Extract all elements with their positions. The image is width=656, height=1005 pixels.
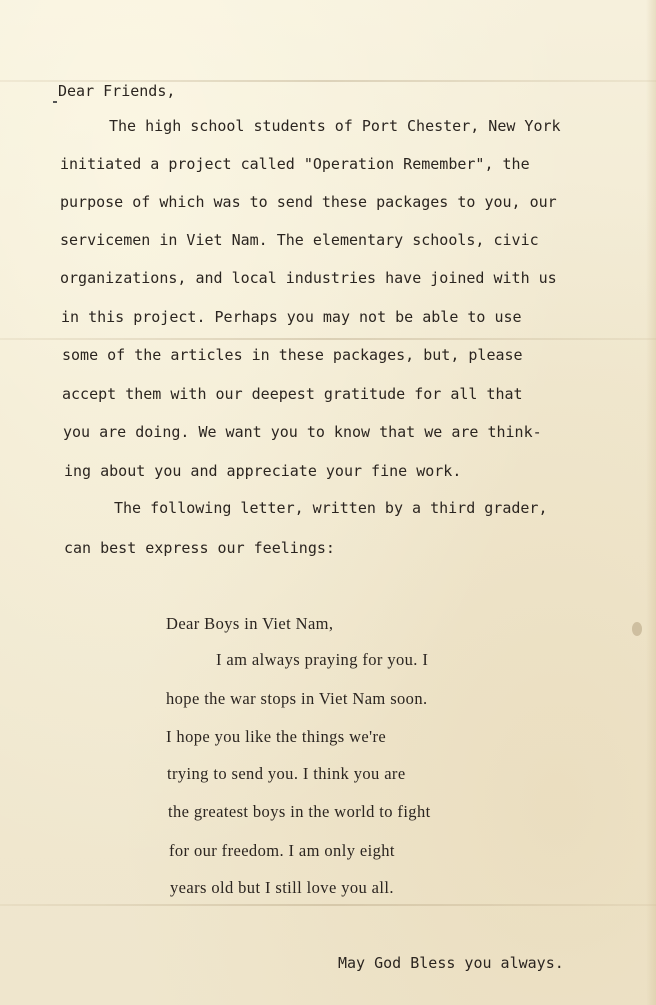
paragraph-line: can best express our feelings: [64, 539, 335, 557]
paragraph-line: The high school students of Port Chester, New York [109, 117, 561, 135]
child-letter-line: trying to send you. I think you are [167, 764, 406, 783]
letter-greeting: Dear Friends, [58, 82, 176, 100]
child-letter-greeting: Dear Boys in Viet Nam, [166, 614, 334, 633]
paper-edge-shadow [646, 0, 656, 1005]
paper-punch-mark [632, 622, 642, 636]
paragraph-line: some of the articles in these packages, but, please [62, 346, 523, 364]
paragraph-line: The following letter, written by a third grader, [114, 499, 548, 517]
child-letter-line: years old but I still love you all. [170, 878, 394, 897]
child-letter-line: I am always praying for you. I [216, 650, 429, 669]
paragraph-line: you are doing. We want you to know that we are think- [63, 423, 542, 441]
child-letter-line: the greatest boys in the world to fight [168, 802, 431, 821]
child-letter-line: I hope you like the things we're [166, 727, 387, 746]
paragraph-line: in this project. Perhaps you may not be able to use [61, 308, 522, 326]
paper-fold-line [0, 904, 656, 906]
stray-mark [53, 101, 57, 103]
paragraph-line: accept them with our deepest gratitude for all that [62, 385, 523, 403]
paragraph-line: servicemen in Viet Nam. The elementary schools, civic [60, 231, 539, 249]
paper-fold-line [0, 338, 656, 340]
paragraph-line: organizations, and local industries have joined with us [60, 269, 557, 287]
child-letter-line: hope the war stops in Viet Nam soon. [166, 689, 428, 708]
letter-closing: May God Bless you always. [338, 954, 564, 972]
child-letter-line: for our freedom. I am only eight [169, 841, 395, 860]
paragraph-line: ing about you and appreciate your fine work. [64, 462, 462, 480]
paragraph-line: initiated a project called "Operation Remember", the [60, 155, 530, 173]
paragraph-line: purpose of which was to send these packages to you, our [60, 193, 557, 211]
